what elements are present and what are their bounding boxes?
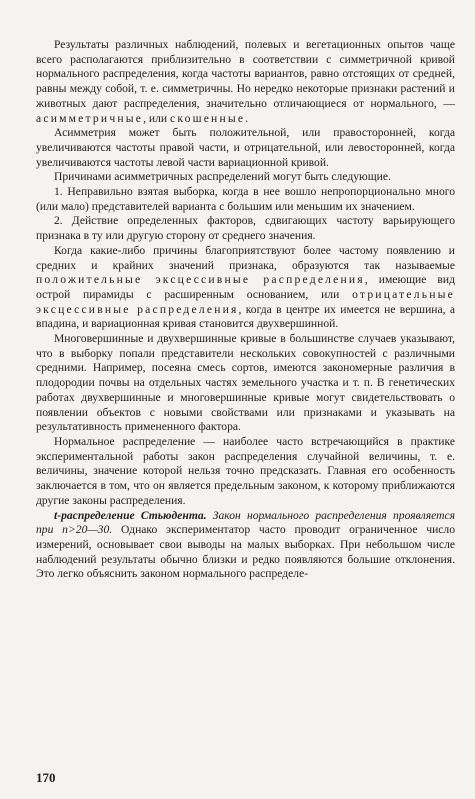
italic-statement: Закон нормального распределения проявляется при n>20—30. xyxy=(36,508,455,537)
paragraph-student: t-распределение Стьюдента. Закон нормального распределения проявляется при n>20—30. Однако экспериментатор часто проводит ограниченное число измерений, основывает свои выводы на малых выборках. При небольшом числе наблюдений результаты обычно близки и редко появляются большие отклонения. Это легко объяснить законом нормального распределе- xyxy=(36,508,455,581)
paragraph-causes: Причинами асимметричных распределений могут быть следующие. xyxy=(54,170,391,184)
list-item-2: 2. Действие определенных факторов, сдвигающих частоту варьирующего признака в ту или другую сторону от среднего значения. xyxy=(36,214,455,243)
term-asymmetric: асимметричные xyxy=(36,111,144,125)
term-skewed: скошенные xyxy=(170,111,246,125)
paragraph-normal: Нормальное распределение — наиболее часто встречающийся в практике экспериментальной работы закон распределения случайной величины, т. е. величины, значение которой нельзя точно предсказать. Главная его особенность заключается в том, что он является предельным законом, к которому приближаются другие законы распределения. xyxy=(36,434,455,507)
body-text xyxy=(36,38,455,582)
term-positive-excess: положительные эксцессивные распределения xyxy=(36,273,365,287)
page-number: 170 xyxy=(36,770,56,785)
section-heading: t-распределение Стьюдента. xyxy=(54,508,207,522)
paragraph-excess: Когда какие-либо причины благоприятствуют более частому появлению и средних и крайних значений признака, образуются так называемые положительные эксцессивные распределения, имеющие вид острой пирамиды с расширенным основанием, или отрицательные эксцессивные распределения, когда в центре их имеется не вершина, а впадина, и вариационная кривая становится двухвершинной. xyxy=(36,243,455,331)
paragraph-asymmetric: Результаты различных наблюдений, полевых и вегетационных опытов чаще всего располагаются приблизительно в соответствии с симметричной кривой нормального распределения, когда частоты вариантов, равно отстоящих от средней, равны между собой, т. е. симметричны. Но нередко некоторые признаки растений и животных дают распределения, значительно отличающиеся от нормального, — асимметричные, или скошенные. xyxy=(36,38,455,125)
paragraph-multimodal: Многовершинные и двухвершинные кривые в большинстве случаев указывают, что в выборку попали представители нескольких совокупностей с различными средними. Например, посеяна смесь сортов, имеются закономерные различия в плодородии почвы на отдельных частях земельного участка и т. п. В генетических работах двухвершинные и многовершинные кривые могут свидетельствовать о появлении объектов с новыми свойствами или признаками и указывать на результативность примененного фактора. xyxy=(36,332,455,434)
term-negative-excess: отрицательные эксцессивные распределения xyxy=(36,287,455,316)
list-item-1: 1. Неправильно взятая выборка, когда в нее вошло непропорционально много (или мало) представителей варианта с большим или меньшим их значением. xyxy=(36,185,455,213)
paragraph-asymmetry-types: Асимметрия может быть положительной, или правосторонней, когда увеличиваются частоты правой части, и отрицательной, или левосторонней, когда увеличиваются частоты левой части вариационной кривой. xyxy=(36,126,455,169)
